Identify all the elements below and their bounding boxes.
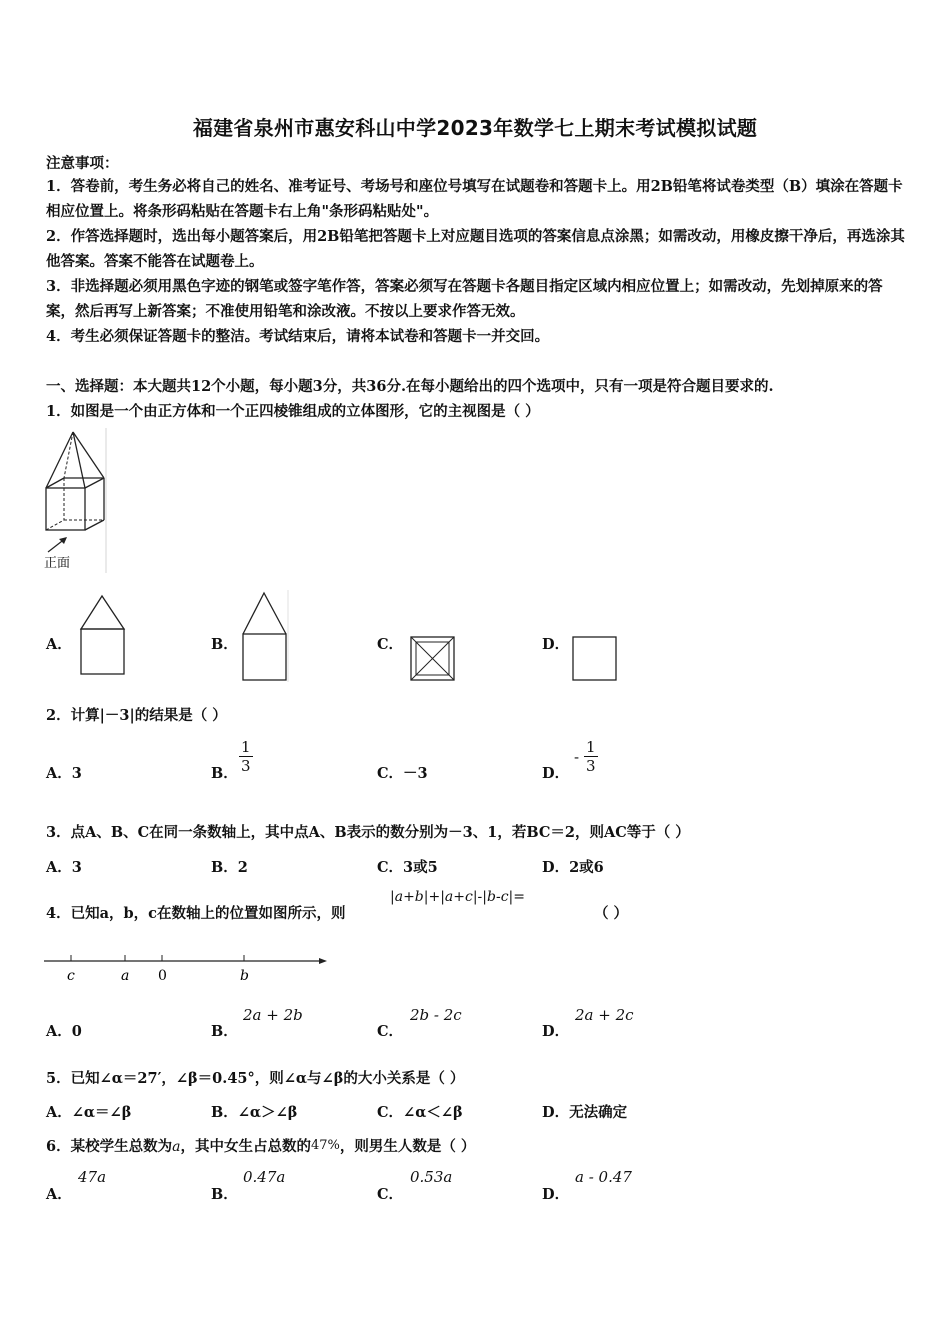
page-title: 福建省泉州市惠安科山中学2023年数学七上期末考试模拟试题	[192, 116, 758, 140]
front-view-label: 正面	[44, 556, 71, 571]
q6-option-d-expr: a - 0.47	[575, 1168, 632, 1186]
q3-option-b[interactable]: B．2	[211, 859, 248, 876]
q6-stem-part1: 6．某校学生总数为	[46, 1138, 173, 1155]
axis-label-b: b	[240, 968, 249, 984]
question-1-stem: 1．如图是一个由正方体和一个正四棱锥组成的立体图形，它的主视图是（ ）	[46, 403, 540, 420]
q1-option-c-label[interactable]: C．	[377, 636, 404, 653]
question-2-stem: 2．计算|－3|的结果是（ ）	[46, 707, 227, 724]
q1-option-b-label[interactable]: B．	[211, 636, 238, 653]
q3-option-c[interactable]: C．3或5	[377, 859, 438, 876]
notice-item-1: 1．答卷前，考生务必将自己的姓名、准考证号、考场号和座位号填写在试题卷和答题卡上。用2B铅笔将试卷类型（B）填涂在答题卡相应位置上。将条形码粘贴在答题卡右上角"条形码粘贴处"。	[46, 178, 903, 220]
q3-option-d[interactable]: D．2或6	[542, 859, 604, 876]
q6-stem-part3: ，则男生人数是（ ）	[339, 1138, 476, 1155]
question-4-stem: 4．已知a，b，c在数轴上的位置如图所示，则	[46, 905, 346, 922]
axis-label-a: a	[121, 968, 130, 984]
fraction-numerator: 1	[241, 738, 251, 756]
q5-option-a[interactable]: A．∠α＝∠β	[46, 1104, 132, 1121]
q4-option-b-label[interactable]: B．	[211, 1023, 238, 1040]
q1-option-d-label[interactable]: D．	[542, 636, 570, 653]
q6-option-d-label[interactable]: D．	[542, 1186, 570, 1203]
q5-option-d[interactable]: D．无法确定	[542, 1104, 628, 1121]
pyramid-edge	[46, 432, 73, 488]
q4-option-a[interactable]: A．0	[46, 1023, 82, 1040]
fraction-denominator: 3	[241, 757, 251, 775]
q1-option-c-figure	[410, 636, 458, 684]
number-line	[44, 950, 334, 986]
notice-item-3: 3．非选择题必须用黑色字迹的钢笔或签字笔作答，答案必须写在答题卡各题目指定区域内相应位置上；如需改动，先划掉原来的答案，然后再写上新答案；不准使用铅笔和涂改液。不按以上要求作答无效。	[46, 278, 883, 320]
q2-option-c[interactable]: C．－3	[377, 765, 428, 782]
q6-variable: a	[172, 1139, 181, 1155]
cube-front-face	[46, 488, 85, 530]
q6-stem-part2: ，其中女生占总数的	[180, 1138, 311, 1155]
q4-option-d-label[interactable]: D．	[542, 1023, 570, 1040]
q4-option-d-expr: 2a + 2c	[575, 1006, 634, 1024]
q5-option-c[interactable]: C．∠α＜∠β	[377, 1104, 463, 1121]
q4-option-c-expr: 2b - 2c	[410, 1006, 462, 1024]
q2-option-d-label[interactable]: D．	[542, 765, 570, 782]
notice-item-2: 2．作答选择题时，选出每小题答案后，用2B铅笔把答题卡上对应题目选项的答案信息点涂黑；如需改动，用橡皮擦干净后，再选涂其他答案。答案不能答在试题卷上。	[46, 228, 905, 270]
question-5-stem: 5．已知∠α＝27′，∠β＝0.45°，则∠α与∠β的大小关系是（ ）	[46, 1070, 465, 1087]
q6-option-c-label[interactable]: C．	[377, 1186, 404, 1203]
axis-arrow	[319, 958, 327, 964]
q2-option-b-fraction	[239, 737, 253, 775]
question-6-stem	[46, 1135, 475, 1156]
q4-option-b-expr: 2a + 2b	[243, 1006, 303, 1024]
q6-option-c-expr: 0.53a	[410, 1168, 453, 1186]
q5-option-b[interactable]: B．∠α＞∠β	[211, 1104, 298, 1121]
q6-option-a-expr: 47a	[78, 1168, 107, 1186]
q4-expression: |a+b|+|a+c|-|b-c|=	[390, 889, 525, 905]
notice-heading: 注意事项：	[46, 155, 119, 172]
q1-option-d-figure	[572, 636, 620, 684]
q2-option-d-fraction	[584, 737, 598, 775]
q6-option-b-label[interactable]: B．	[211, 1186, 238, 1203]
q3-option-a[interactable]: A．3	[46, 859, 82, 876]
q2-option-d-sign: -	[574, 748, 580, 766]
notice-item-4: 4．考生必须保证答题卡的整洁。考试结束后，请将本试卷和答题卡一并交回。	[46, 328, 550, 345]
q2-option-a[interactable]: A．3	[46, 765, 82, 782]
q6-percent: 47%	[310, 1138, 340, 1153]
q1-option-a-label[interactable]: A．	[46, 636, 72, 653]
q1-option-a-figure	[78, 593, 128, 683]
q4-option-c-label[interactable]: C．	[377, 1023, 404, 1040]
axis-label-zero: 0	[158, 968, 167, 984]
q2-option-b-label[interactable]: B．	[211, 765, 238, 782]
pyramid-edge-hidden	[64, 432, 73, 478]
fraction-numerator: 1	[586, 738, 596, 756]
axis-label-c: c	[67, 968, 75, 984]
section-heading: 一、选择题：本大题共12个小题，每小题3分，共36分.在每小题给出的四个选项中，只有一项是符合题目要求的.	[46, 378, 774, 395]
q6-option-b-expr: 0.47a	[243, 1168, 286, 1186]
question-3-stem: 3．点A、B、C在同一条数轴上，其中点A、B表示的数分别为－3、1，若BC＝2，则AC等于（ ）	[46, 824, 690, 841]
q4-stem-tail: （ ）	[594, 905, 629, 922]
q1-option-b-figure	[240, 590, 290, 685]
fraction-denominator: 3	[586, 757, 596, 775]
q6-option-a-label[interactable]: A．	[46, 1186, 72, 1203]
